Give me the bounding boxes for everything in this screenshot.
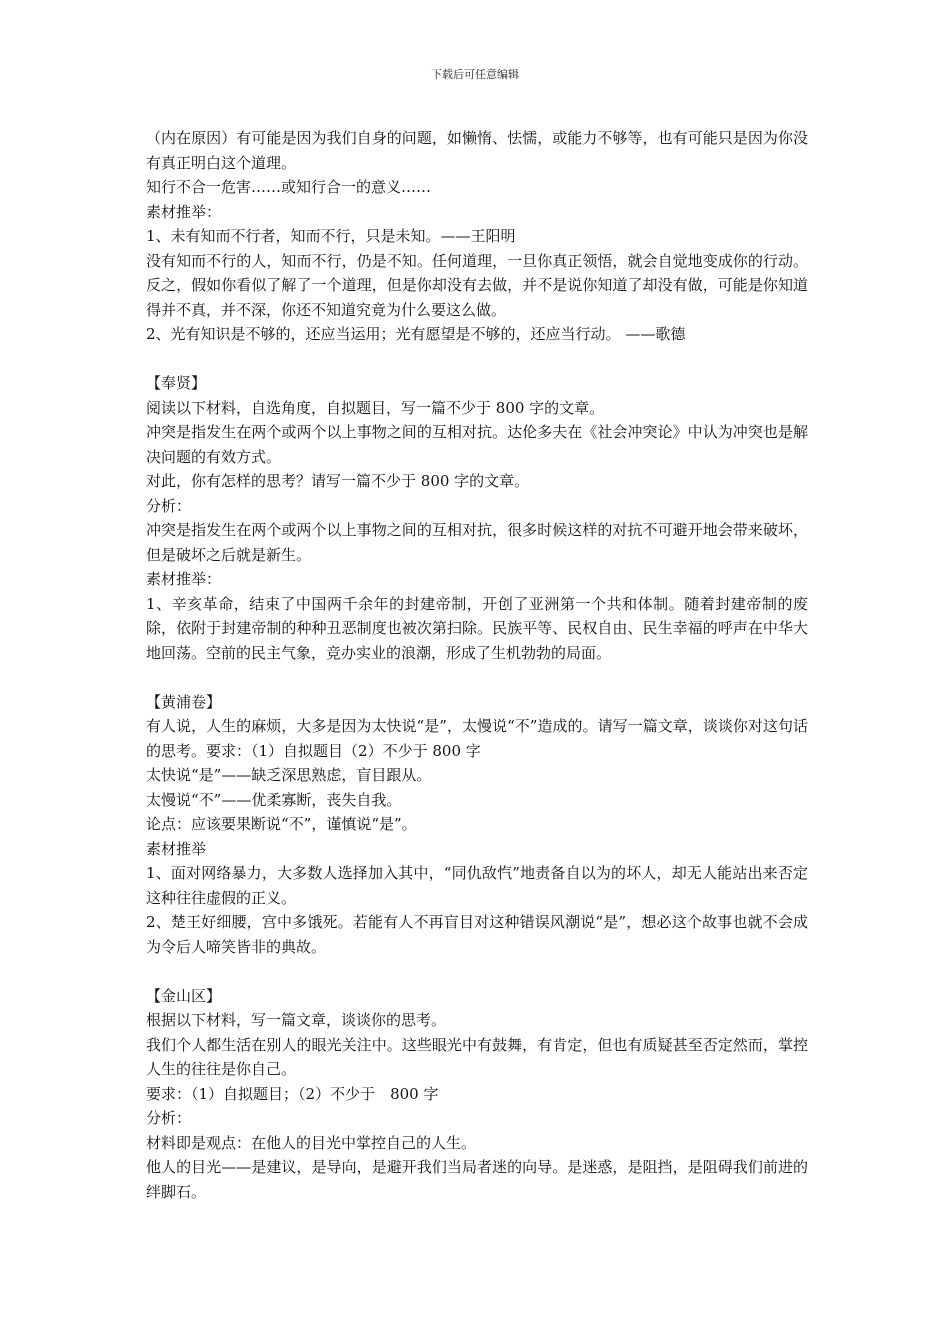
paragraph: 冲突是指发生在两个或两个以上事物之间的互相对抗。达伦多夫在《社会冲突论》中认为冲突也是解决问题的有效方式。: [146, 423, 808, 466]
paragraph: 【金山区】: [146, 986, 222, 1005]
paragraph: 论点：应该要果断说“不”，谨慎说“是”。: [146, 815, 417, 833]
paragraph: 素材推举：: [146, 202, 222, 221]
document-body: [146, 126, 808, 1204]
paragraph: （内在原因）有可能是因为我们自身的问题，如懒惰、怯懦，或能力不够等，也有可能只是因为你没有真正明白这个道理。: [146, 129, 808, 172]
paragraph: 要求：（1）自拟题目；（2）不少于 800 字: [146, 1084, 439, 1103]
paragraph: 有人说，人生的麻烦，大多是因为太快说“是”，太慢说“不”造成的。请写一篇文章，谈谈你对这句话的思考。要求：（1）自拟题目（2）不少于 800 字: [146, 717, 808, 760]
paragraph-spacer: [146, 959, 808, 984]
paragraph: 【黄浦卷】: [146, 692, 222, 711]
paragraph: 素材推举：: [146, 570, 222, 588]
paragraph: 对此，你有怎样的思考？请写一篇不少于 800 字的文章。: [146, 472, 530, 490]
paragraph: 材料即是观点：在他人的目光中掌控自己的人生。: [146, 1133, 477, 1152]
paragraph: 1、未有知而不行者，知而不行，只是未知。——王阳明: [146, 227, 516, 245]
paragraph: 1、面对网络暴力，大多数人选择加入其中，“同仇敌忾”地责备自以为的坏人，却无人能站出来否定这种往往虚假的正义。: [146, 864, 808, 907]
paragraph-spacer: [146, 347, 808, 372]
paragraph: 太慢说“不”——优柔寡断，丧失自我。: [146, 790, 402, 809]
paragraph: 冲突是指发生在两个或两个以上事物之间的互相对抗，很多时候这样的对抗不可避开地会带来破坏，但是破坏之后就是新生。: [146, 521, 808, 564]
paragraph: 没有知而不行的人，知而不行，仍是不知。任何道理，一旦你真正领悟，就会自觉地变成你的行动。反之，假如你看似了解了一个道理，但是你却没有去做，并不是说你知道了却没有做，可能是你知道得并不真，并不深，你还不知道究竟为什么要这么做。: [146, 251, 808, 319]
paragraph: 素材推举: [146, 839, 207, 858]
paragraph: 分析：: [146, 496, 192, 515]
paragraph: 阅读以下材料，自选角度，自拟题目，写一篇不少于 800 字的文章。: [146, 398, 605, 417]
paragraph: 2、光有知识是不够的，还应当运用；光有愿望是不够的，还应当行动。 ——歌德: [146, 325, 686, 343]
paragraph: 根据以下材料，写一篇文章，谈谈你的思考。: [146, 1011, 447, 1029]
paragraph-spacer: [146, 665, 808, 690]
paragraph: 太快说“是”——缺乏深思熟虑，盲目跟从。: [146, 766, 432, 784]
paragraph: 他人的目光——是建议，是导向，是避开我们当局者迷的向导。是迷惑，是阻挡，是阻碍我们前进的绊脚石。: [146, 1158, 808, 1201]
paragraph: 分析：: [146, 1109, 192, 1127]
page-header: 下载后可任意编辑: [431, 68, 519, 81]
paragraph: 我们个人都生活在别人的眼光关注中。这些眼光中有鼓舞，有肯定，但也有质疑甚至否定然而，掌控人生的往往是你自己。: [146, 1035, 808, 1078]
paragraph: 【奉贤】: [146, 374, 207, 392]
paragraph: 知行不合一危害……或知行合一的意义……: [146, 178, 432, 196]
paragraph: 2、楚王好细腰，宫中多饿死。若能有人不再盲目对这种错误风潮说“是”，想必这个故事也就不会成为令后人啼笑皆非的典故。: [146, 913, 808, 956]
paragraph: 1、辛亥革命，结束了中国两千余年的封建帝制，开创了亚洲第一个共和体制。随着封建帝制的废除，依附于封建帝制的种种丑恶制度也被次第扫除。民族平等、民权自由、民生幸福的呼声在中华大地回荡。空前的民主气象，竞办实业的浪潮，形成了生机勃勃的局面。: [146, 594, 808, 662]
